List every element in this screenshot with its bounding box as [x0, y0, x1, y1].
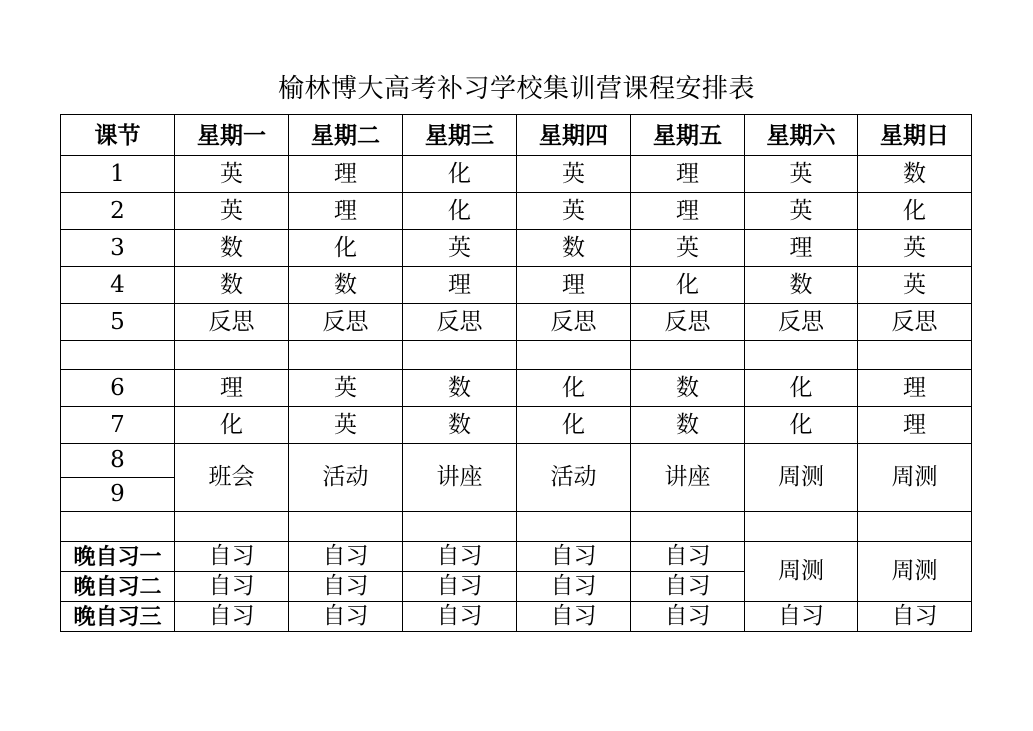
class-cell: 数 — [403, 370, 517, 407]
period-label: 4 — [61, 267, 175, 304]
class-cell: 化 — [289, 230, 403, 267]
empty-cell — [745, 341, 858, 370]
evening-row — [61, 542, 972, 572]
header-cell: 星期日 — [858, 115, 972, 156]
class-cell: 英 — [289, 370, 403, 407]
empty-cell — [289, 341, 403, 370]
activity-cell: 周测 — [745, 444, 858, 512]
class-cell: 化 — [745, 407, 858, 444]
header-cell: 星期一 — [175, 115, 289, 156]
empty-cell — [61, 512, 175, 542]
class-cell: 反思 — [631, 304, 745, 341]
empty-cell — [745, 512, 858, 542]
class-cell: 英 — [403, 230, 517, 267]
class-cell: 英 — [289, 407, 403, 444]
class-cell: 理 — [289, 156, 403, 193]
period-label: 7 — [61, 407, 175, 444]
class-cell: 英 — [858, 267, 972, 304]
table-row — [61, 370, 972, 407]
table-row — [61, 444, 972, 478]
class-cell: 化 — [175, 407, 289, 444]
period-label: 5 — [61, 304, 175, 341]
class-cell: 理 — [517, 267, 631, 304]
activity-cell: 活动 — [289, 444, 403, 512]
empty-cell — [175, 341, 289, 370]
empty-cell — [517, 512, 631, 542]
evening-label: 晚自习一 — [61, 542, 175, 572]
class-cell: 英 — [858, 230, 972, 267]
class-cell: 理 — [858, 407, 972, 444]
empty-cell — [631, 512, 745, 542]
class-cell: 理 — [175, 370, 289, 407]
period-label: 8 — [61, 444, 175, 478]
class-cell: 英 — [517, 193, 631, 230]
period-label: 2 — [61, 193, 175, 230]
header-cell: 课节 — [61, 115, 175, 156]
header-cell: 星期三 — [403, 115, 517, 156]
class-cell: 英 — [745, 156, 858, 193]
class-cell: 反思 — [517, 304, 631, 341]
class-cell: 数 — [631, 370, 745, 407]
class-cell: 英 — [517, 156, 631, 193]
page-title: 榆林博大高考补习学校集训营课程安排表 — [277, 74, 755, 104]
class-cell: 化 — [858, 193, 972, 230]
self-study-cell: 自习 — [289, 542, 403, 572]
class-cell: 反思 — [403, 304, 517, 341]
self-study-cell: 自习 — [403, 602, 517, 632]
self-study-cell: 自习 — [745, 602, 858, 632]
class-cell: 数 — [858, 156, 972, 193]
class-cell: 化 — [403, 193, 517, 230]
period-label: 6 — [61, 370, 175, 407]
class-cell: 理 — [403, 267, 517, 304]
spacer-row — [61, 512, 972, 542]
class-cell: 数 — [517, 230, 631, 267]
activity-cell: 周测 — [858, 444, 972, 512]
empty-cell — [403, 512, 517, 542]
header-cell: 星期六 — [745, 115, 858, 156]
self-study-cell: 自习 — [631, 542, 745, 572]
class-cell: 数 — [631, 407, 745, 444]
self-study-cell: 自习 — [858, 602, 972, 632]
self-study-cell: 自习 — [517, 542, 631, 572]
class-cell: 反思 — [858, 304, 972, 341]
evening-label: 晚自习二 — [61, 572, 175, 602]
class-cell: 理 — [858, 370, 972, 407]
table-row — [61, 407, 972, 444]
class-cell: 英 — [175, 193, 289, 230]
weekly-test-cell: 周测 — [745, 542, 858, 602]
class-cell: 英 — [631, 230, 745, 267]
empty-cell — [858, 512, 972, 542]
header-row — [61, 115, 972, 156]
self-study-cell: 自习 — [517, 572, 631, 602]
activity-cell: 讲座 — [403, 444, 517, 512]
self-study-cell: 自习 — [631, 572, 745, 602]
period-label: 9 — [61, 478, 175, 512]
spacer-row — [61, 341, 972, 370]
class-cell: 反思 — [289, 304, 403, 341]
table-row — [61, 156, 972, 193]
header-cell: 星期二 — [289, 115, 403, 156]
weekly-test-cell: 周测 — [858, 542, 972, 602]
table-row — [61, 193, 972, 230]
header-cell: 星期五 — [631, 115, 745, 156]
class-cell: 英 — [745, 193, 858, 230]
class-cell: 化 — [517, 370, 631, 407]
class-cell: 反思 — [175, 304, 289, 341]
class-cell: 数 — [175, 267, 289, 304]
class-cell: 化 — [631, 267, 745, 304]
empty-cell — [631, 341, 745, 370]
empty-cell — [175, 512, 289, 542]
class-cell: 数 — [175, 230, 289, 267]
self-study-cell: 自习 — [289, 602, 403, 632]
empty-cell — [289, 512, 403, 542]
empty-cell — [403, 341, 517, 370]
class-cell: 理 — [289, 193, 403, 230]
self-study-cell: 自习 — [403, 542, 517, 572]
empty-cell — [858, 341, 972, 370]
empty-cell — [61, 341, 175, 370]
class-cell: 理 — [745, 230, 858, 267]
activity-cell: 班会 — [175, 444, 289, 512]
class-cell: 化 — [403, 156, 517, 193]
class-cell: 反思 — [745, 304, 858, 341]
self-study-cell: 自习 — [175, 572, 289, 602]
class-cell: 理 — [631, 193, 745, 230]
self-study-cell: 自习 — [175, 542, 289, 572]
self-study-cell: 自习 — [631, 602, 745, 632]
class-cell: 化 — [517, 407, 631, 444]
class-cell: 英 — [175, 156, 289, 193]
self-study-cell: 自习 — [175, 602, 289, 632]
header-cell: 星期四 — [517, 115, 631, 156]
class-cell: 化 — [745, 370, 858, 407]
class-cell: 理 — [631, 156, 745, 193]
activity-cell: 活动 — [517, 444, 631, 512]
self-study-cell: 自习 — [517, 602, 631, 632]
self-study-cell: 自习 — [403, 572, 517, 602]
class-cell: 数 — [289, 267, 403, 304]
table-row — [61, 230, 972, 267]
period-label: 1 — [61, 156, 175, 193]
self-study-cell: 自习 — [289, 572, 403, 602]
table-row — [61, 304, 972, 341]
table-row — [61, 267, 972, 304]
class-cell: 数 — [403, 407, 517, 444]
evening-label: 晚自习三 — [61, 602, 175, 632]
empty-cell — [517, 341, 631, 370]
activity-cell: 讲座 — [631, 444, 745, 512]
class-cell: 数 — [745, 267, 858, 304]
schedule-table — [60, 114, 972, 632]
period-label: 3 — [61, 230, 175, 267]
evening-row — [61, 602, 972, 632]
